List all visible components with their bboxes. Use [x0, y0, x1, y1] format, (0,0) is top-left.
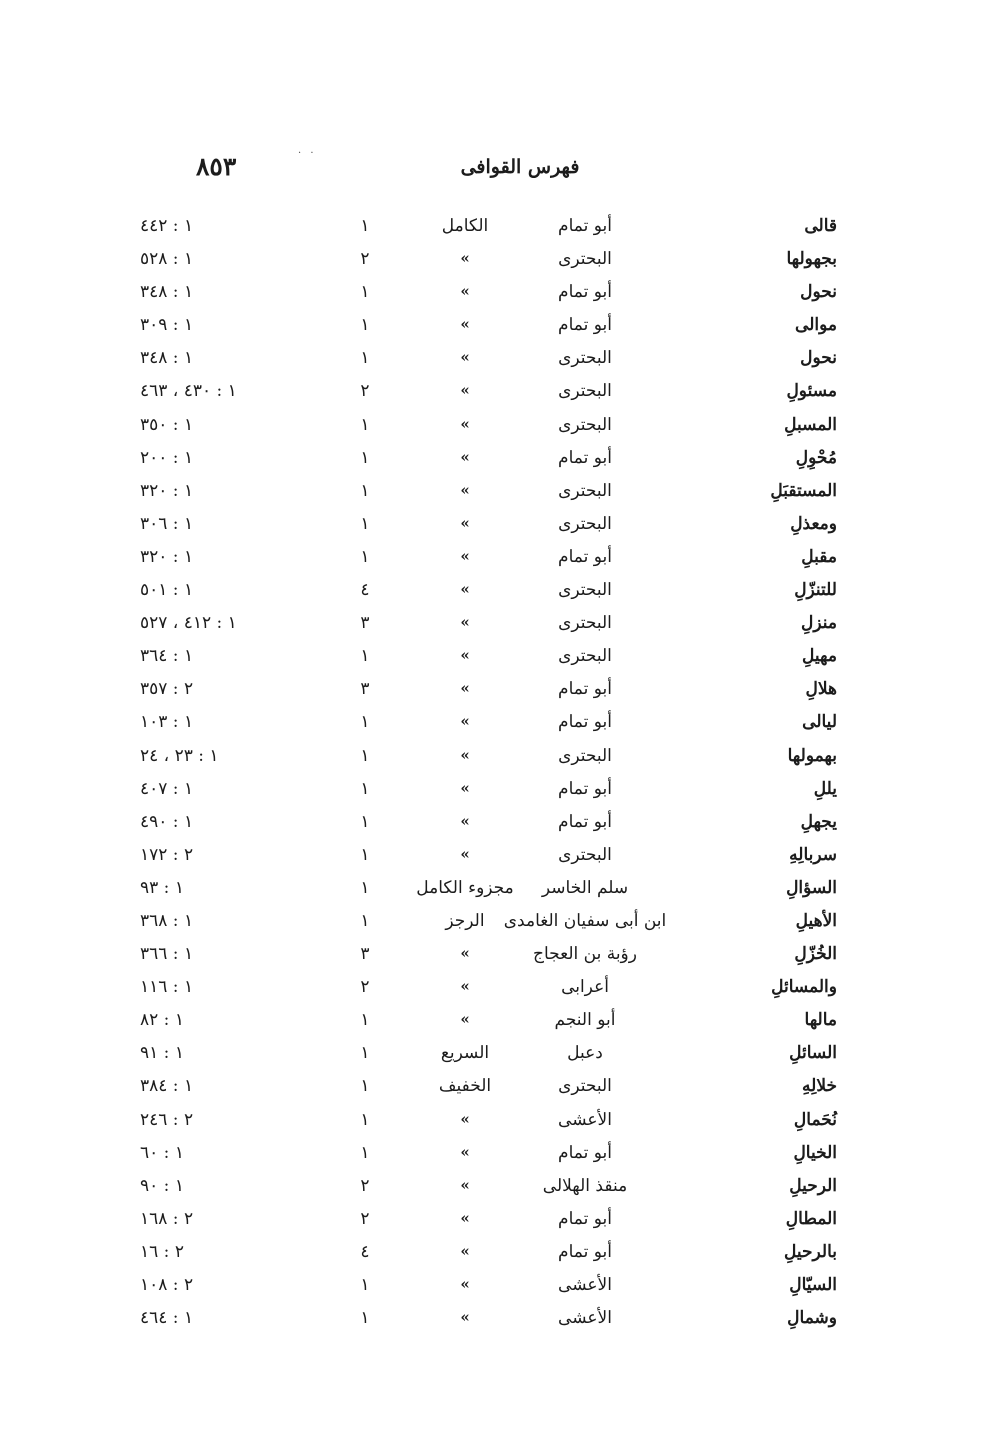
table-row — [0, 212, 1005, 245]
verse-count: ١ — [360, 513, 370, 534]
meter-name: » — [460, 646, 470, 665]
rhyme-word: مالها — [804, 1010, 837, 1031]
rhyme-word: سربالِهِ — [789, 844, 837, 865]
verse-count: ١ — [360, 1142, 370, 1163]
rhyme-word: ومعذلِ — [790, 513, 837, 534]
poet-name: أبو تمام — [558, 315, 612, 336]
poet-name: البحترى — [558, 844, 612, 865]
meter-name: الرجز — [445, 910, 485, 931]
volume-page-ref: ١ : ٢٣ ، ٢٤ — [140, 745, 219, 766]
meter-name: » — [460, 480, 470, 499]
table-row — [0, 940, 1005, 973]
meter-name: » — [460, 249, 470, 268]
verse-count: ١ — [360, 910, 370, 931]
table-row — [0, 444, 1005, 477]
table-row — [0, 477, 1005, 510]
meter-name: » — [460, 679, 470, 698]
meter-name: » — [460, 778, 470, 797]
verse-count: ٤ — [360, 580, 370, 601]
poet-name: منقذ الهلالى — [542, 1175, 628, 1196]
rhyme-word: بالرحيلِ — [784, 1241, 837, 1262]
verse-count: ٢ — [360, 1208, 370, 1229]
volume-page-ref: ١ : ٣٤٨ — [140, 348, 194, 369]
rhyme-word: مسئولِ — [786, 381, 837, 402]
verse-count: ٢ — [360, 381, 370, 402]
volume-page-ref: ١ : ٣٨٤ — [140, 1076, 194, 1097]
volume-page-ref: ١ : ٣٤٨ — [140, 282, 194, 303]
verse-count: ١ — [360, 348, 370, 369]
rhyme-word: المستقبَلِ — [770, 480, 837, 501]
volume-page-ref: ٢ : ١٦٨ — [140, 1208, 194, 1229]
rhyme-word: منزلِ — [801, 613, 837, 634]
volume-page-ref: ١ : ٢٠٠ — [140, 447, 194, 468]
poet-name: أبو تمام — [558, 282, 612, 303]
table-row — [0, 311, 1005, 344]
rhyme-word: موالى — [795, 315, 837, 336]
rhyme-word: الرحيلِ — [789, 1175, 837, 1196]
table-row — [0, 973, 1005, 1006]
volume-page-ref: ١ : ٤١٢ ، ٥٢٧ — [140, 613, 237, 634]
volume-page-ref: ١ : ٩٣ — [140, 877, 184, 898]
rhyme-word: للتنزّلِ — [794, 580, 837, 601]
poet-name: البحترى — [558, 348, 612, 369]
meter-name: » — [460, 381, 470, 400]
poet-name: أبو تمام — [558, 546, 612, 567]
table-row — [0, 642, 1005, 675]
verse-count: ١ — [360, 778, 370, 799]
rhyme-word: قالى — [804, 216, 837, 236]
table-row — [0, 1238, 1005, 1271]
rhyme-word: مُحْوِلِ — [795, 447, 837, 468]
verse-count: ١ — [360, 315, 370, 336]
table-row — [0, 1006, 1005, 1039]
meter-name: » — [460, 348, 470, 367]
rhyme-word: الخُزّلِ — [794, 944, 837, 965]
meter-name: » — [460, 613, 470, 632]
meter-name: » — [460, 712, 470, 731]
verse-count: ٢ — [360, 1175, 370, 1196]
volume-page-ref: ١ : ٤٦٤ — [140, 1308, 194, 1329]
rhyme-word: المطالِ — [785, 1208, 837, 1229]
table-row — [0, 808, 1005, 841]
meter-name: » — [460, 546, 470, 565]
header-marks: · · — [298, 148, 317, 159]
meter-name: » — [460, 745, 470, 764]
rhyme-word: السيّالِ — [789, 1275, 837, 1295]
verse-count: ١ — [360, 1308, 370, 1329]
volume-page-ref: ١ : ٣٠٦ — [140, 513, 194, 534]
volume-page-ref: ١ : ٣٠٩ — [140, 315, 194, 336]
poet-name: أبو تمام — [558, 1241, 612, 1262]
rhyme-word: نُحَمالِ — [793, 1109, 837, 1130]
poet-name: الأعشى — [558, 1308, 612, 1329]
meter-name: » — [460, 977, 470, 996]
meter-name: الخفيف — [438, 1076, 492, 1097]
poet-name: أبو تمام — [558, 778, 612, 799]
page-title: فهرس القوافى — [460, 156, 580, 178]
poet-name: الأعشى — [558, 1275, 612, 1295]
poet-name: دعبل — [567, 1043, 603, 1064]
poet-name: أبو تمام — [558, 1142, 612, 1163]
rhyme-word: نحول — [800, 348, 837, 369]
poet-name: البحترى — [558, 745, 612, 766]
verse-count: ١ — [360, 646, 370, 667]
poet-name: البحترى — [558, 381, 612, 402]
table-row — [0, 245, 1005, 278]
table-row — [0, 344, 1005, 377]
meter-name: » — [460, 1142, 470, 1161]
verse-count: ١ — [360, 216, 370, 236]
volume-page-ref: ١ : ٣٦٨ — [140, 910, 194, 931]
poet-name: الأعشى — [558, 1109, 612, 1130]
volume-page-ref: ٢ : ٢٤٦ — [140, 1109, 194, 1130]
table-row — [0, 1072, 1005, 1105]
table-row — [0, 775, 1005, 808]
volume-page-ref: ١ : ٦٠ — [140, 1142, 184, 1163]
rhyme-word: يجهلِ — [800, 811, 837, 832]
verse-count: ٣ — [360, 613, 370, 634]
verse-count: ١ — [360, 414, 370, 435]
poet-name: البحترى — [558, 249, 612, 270]
meter-name: » — [460, 414, 470, 433]
verse-count: ١ — [360, 1109, 370, 1130]
verse-count: ١ — [360, 1010, 370, 1031]
volume-page-ref: ١ : ٩١ — [140, 1043, 184, 1064]
meter-name: » — [460, 447, 470, 466]
poet-name: ابن أبى سفيان الغامدى — [503, 910, 667, 931]
volume-page-ref: ١ : ٣٦٦ — [140, 944, 194, 965]
meter-name: » — [460, 513, 470, 532]
volume-page-ref: ١ : ٩٠ — [140, 1175, 184, 1196]
table-row — [0, 874, 1005, 907]
poet-name: البحترى — [558, 613, 612, 634]
verse-count: ١ — [360, 1076, 370, 1097]
poet-name: أبو تمام — [558, 811, 612, 832]
rhyme-word: نحول — [800, 282, 837, 303]
poet-name: رؤبة بن العجاج — [533, 944, 637, 965]
table-row — [0, 742, 1005, 775]
volume-page-ref: ١ : ٣٢٠ — [140, 546, 194, 567]
meter-name: السريع — [440, 1043, 490, 1064]
table-row — [0, 377, 1005, 410]
poet-name: أبو تمام — [558, 447, 612, 468]
table-row — [0, 609, 1005, 642]
poet-name: البحترى — [558, 646, 612, 667]
table-row — [0, 907, 1005, 940]
verse-count: ١ — [360, 447, 370, 468]
verse-count: ١ — [360, 546, 370, 567]
rhyme-word: المسبلِ — [784, 414, 837, 435]
poet-name: البحترى — [558, 414, 612, 435]
poet-name: البحترى — [558, 480, 612, 501]
verse-count: ١ — [360, 877, 370, 898]
rhyme-index-table — [0, 212, 1005, 1337]
rhyme-word: مقبلِ — [801, 546, 837, 567]
table-row — [0, 841, 1005, 874]
verse-count: ١ — [360, 282, 370, 303]
rhyme-word: والمسائلِ — [771, 977, 837, 998]
verse-count: ٣ — [360, 679, 370, 700]
verse-count: ١ — [360, 480, 370, 501]
meter-name: » — [460, 844, 470, 863]
verse-count: ٢ — [360, 977, 370, 998]
rhyme-word: السائلِ — [789, 1043, 837, 1064]
table-row — [0, 1205, 1005, 1238]
table-row — [0, 1304, 1005, 1337]
rhyme-word: مهيلِ — [802, 646, 837, 667]
rhyme-word: يللِ — [813, 778, 837, 799]
table-row — [0, 1172, 1005, 1205]
volume-page-ref: ١ : ٥٠١ — [140, 580, 194, 601]
rhyme-word: السؤالِ — [786, 877, 837, 898]
meter-name: الكامل — [441, 216, 489, 236]
volume-page-ref: ١ : ٣٥٠ — [140, 414, 194, 435]
poet-name: أبو تمام — [558, 216, 612, 236]
verse-count: ٣ — [360, 944, 370, 965]
volume-page-ref: ٢ : ١٠٨ — [140, 1275, 194, 1295]
meter-name: » — [460, 1175, 470, 1194]
rhyme-word: الخيالِ — [793, 1142, 837, 1163]
volume-page-ref: ١ : ٤٣٠ ، ٤٦٣ — [140, 381, 237, 402]
table-row — [0, 576, 1005, 609]
meter-name: » — [460, 1275, 470, 1293]
page-number: ٨٥٣ — [196, 152, 237, 181]
verse-count: ٤ — [360, 1241, 370, 1262]
meter-name: » — [460, 315, 470, 334]
volume-page-ref: ١ : ١٠٣ — [140, 712, 194, 733]
poet-name: أبو تمام — [558, 712, 612, 733]
table-row — [0, 1271, 1005, 1304]
volume-page-ref: ١ : ٤٤٢ — [140, 216, 194, 236]
poet-name: أبو تمام — [558, 1208, 612, 1229]
verse-count: ١ — [360, 1275, 370, 1295]
meter-name: » — [460, 811, 470, 830]
meter-name: » — [460, 1308, 470, 1327]
verse-count: ١ — [360, 1043, 370, 1064]
meter-name: » — [460, 1241, 470, 1260]
verse-count: ١ — [360, 712, 370, 733]
rhyme-word: الأهيلِ — [795, 910, 837, 931]
volume-page-ref: ٢ : ١٧٢ — [140, 844, 194, 865]
rhyme-word: بجهولها — [786, 249, 837, 270]
meter-name: » — [460, 580, 470, 599]
volume-page-ref: ١ : ٣٢٠ — [140, 480, 194, 501]
rhyme-word: خلالِهِ — [802, 1076, 837, 1097]
verse-count: ١ — [360, 811, 370, 832]
meter-name: » — [460, 1109, 470, 1128]
page-header — [0, 148, 1005, 192]
table-row — [0, 543, 1005, 576]
verse-count: ١ — [360, 844, 370, 865]
poet-name: البحترى — [558, 1076, 612, 1097]
table-row — [0, 1039, 1005, 1072]
volume-page-ref: ١ : ٣٦٤ — [140, 646, 194, 667]
meter-name: » — [460, 282, 470, 301]
rhyme-word: ليالى — [802, 712, 837, 733]
volume-page-ref: ١ : ١١٦ — [140, 977, 194, 998]
volume-page-ref: ١ : ٤٠٧ — [140, 778, 194, 799]
meter-name: مجزوء الكامل — [416, 877, 514, 898]
table-row — [0, 708, 1005, 741]
poet-name: أعرابى — [561, 977, 609, 998]
poet-name: البحترى — [558, 580, 612, 601]
poet-name: أبو النجم — [554, 1010, 616, 1031]
rhyme-word: هلالِ — [805, 679, 837, 700]
volume-page-ref: ١ : ٨٢ — [140, 1010, 184, 1031]
volume-page-ref: ١ : ٥٢٨ — [140, 249, 194, 270]
table-row — [0, 411, 1005, 444]
verse-count: ٢ — [360, 249, 370, 270]
table-row — [0, 1106, 1005, 1139]
table-row — [0, 1139, 1005, 1172]
table-row — [0, 278, 1005, 311]
rhyme-word: وشمالِ — [787, 1308, 837, 1329]
meter-name: » — [460, 1010, 470, 1029]
volume-page-ref: ٢ : ١٦ — [140, 1241, 184, 1262]
meter-name: » — [460, 1208, 470, 1227]
volume-page-ref: ١ : ٤٩٠ — [140, 811, 194, 832]
poet-name: أبو تمام — [558, 679, 612, 700]
verse-count: ١ — [360, 745, 370, 766]
poet-name: البحترى — [558, 513, 612, 534]
rhyme-word: بهمولها — [787, 745, 837, 766]
volume-page-ref: ٢ : ٣٥٧ — [140, 679, 194, 700]
table-row — [0, 510, 1005, 543]
table-row — [0, 675, 1005, 708]
poet-name: سلم الخاسر — [541, 877, 629, 898]
meter-name: » — [460, 944, 470, 963]
